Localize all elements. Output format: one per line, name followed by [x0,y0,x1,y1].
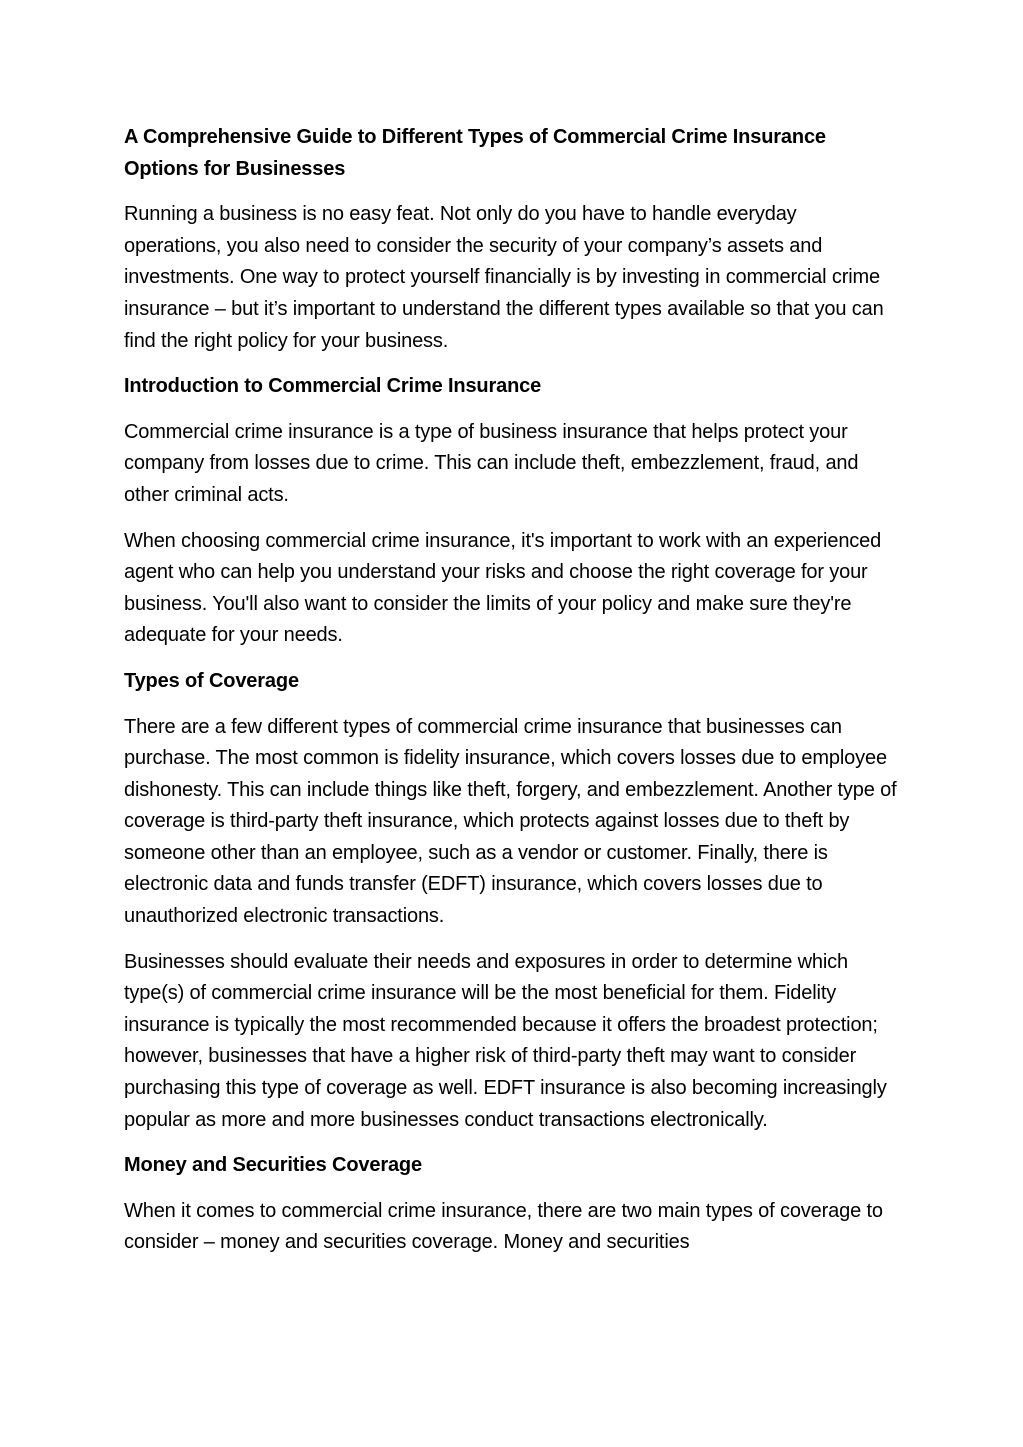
paragraph: When choosing commercial crime insurance, it's important to work with an experienced agent who can help you understand your risks and choose the right coverage for your business. You'll also want to consider the limits of your policy and make sure they're adequate for your needs. [124,529,882,647]
section-heading-types-of-coverage: Types of Coverage [124,669,299,692]
section-heading-introduction: Introduction to Commercial Crime Insurance [124,375,542,398]
paragraph: Commercial crime insurance is a type of business insurance that helps protect your company from losses due to crime. This can include theft, embezzlement, fraud, and other criminal acts. [124,420,859,506]
paragraph: When it comes to commercial crime insurance, there are two main types of coverage to consider – money and securities coverage. Money and securities [124,1199,883,1254]
section-heading-money-and-securities: Money and Securities Coverage [124,1154,422,1177]
intro-paragraph: Running a business is no easy feat. Not only do you have to handle everyday operations, you also need to consider the security of your company’s assets and investments. One way to protect yourself financially is by investing in commercial crime insurance – but it’s important to understand the different types available so that you can find the right policy for your business. [124,203,884,352]
paragraph: Businesses should evaluate their needs and exposures in order to determine which type(s) of commercial crime insurance will be the most beneficial for them. Fidelity insurance is typically the most recommended because it offers the broadest protection; however, businesses that have a higher risk of third-party theft may want to consider purchasing this type of coverage as well. EDFT insurance is also becoming increasingly popular as more and more businesses conduct transactions electronically. [124,950,887,1131]
document-title: A Comprehensive Guide to Different Types of Commercial Crime Insurance Options for Businesses [124,126,826,180]
document-body [124,122,899,1273]
paragraph: There are a few different types of commercial crime insurance that businesses can purchase. The most common is fidelity insurance, which covers losses due to employee dishonesty. This can include things like theft, forgery, and embezzlement. Another type of coverage is third-party theft insurance, which protects against losses due to theft by someone other than an employee, such as a vendor or customer. Finally, there is electronic data and funds transfer (EDFT) insurance, which covers losses due to unauthorized electronic transactions. [124,715,897,928]
